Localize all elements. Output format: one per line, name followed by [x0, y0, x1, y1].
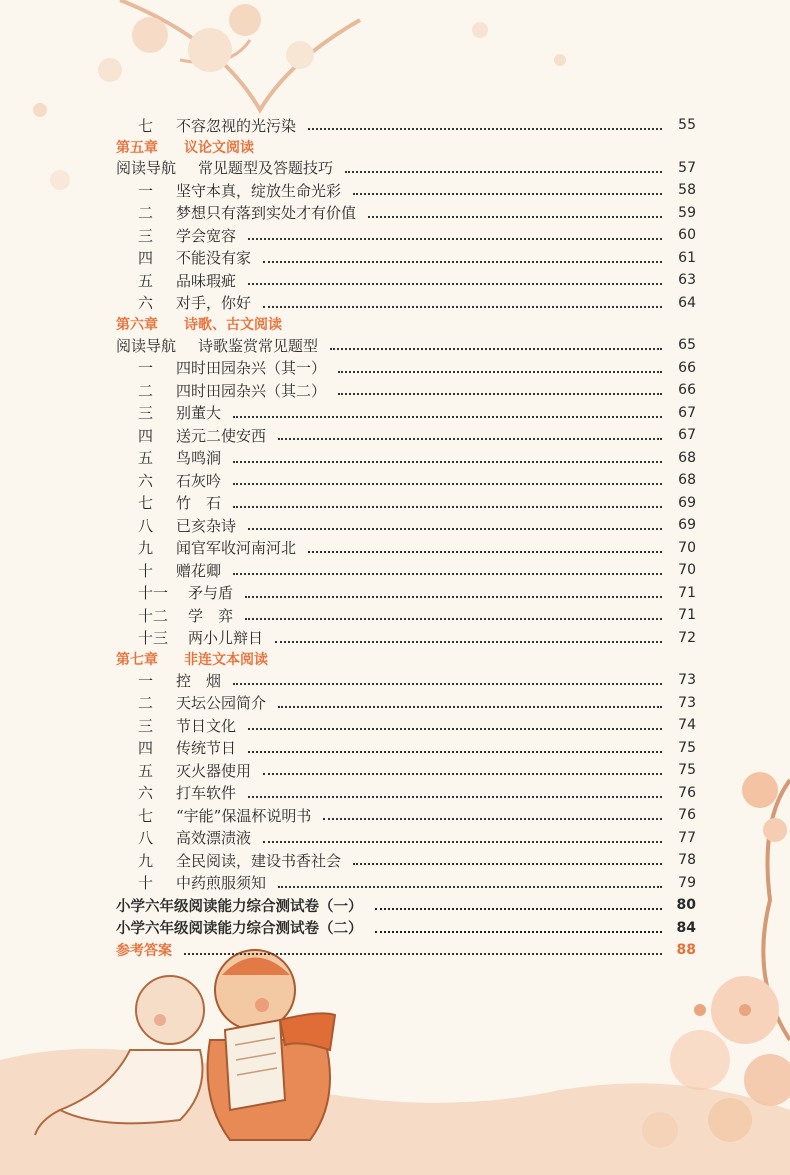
dot-leader: [263, 306, 662, 308]
toc-entry[interactable]: [116, 114, 696, 137]
toc-entry[interactable]: [116, 692, 696, 715]
entry-title: 打车软件: [176, 784, 237, 803]
dot-leader: [245, 596, 662, 598]
entry-number: 六: [138, 471, 154, 490]
toc-entry[interactable]: [116, 424, 696, 447]
toc-entry[interactable]: [116, 537, 696, 560]
dot-leader: [248, 796, 662, 798]
dot-leader: [263, 841, 662, 843]
toc-entry[interactable]: [116, 849, 696, 872]
answer-entry[interactable]: [116, 939, 696, 962]
page-number: 74: [678, 717, 696, 734]
dot-leader: [368, 216, 662, 218]
page-number: 70: [678, 539, 696, 556]
page-number: 79: [678, 874, 696, 891]
test-entry[interactable]: [116, 917, 696, 940]
page-number: 67: [678, 404, 696, 421]
entry-title: 高效漂渍液: [176, 829, 252, 848]
dot-leader: [275, 641, 662, 643]
toc-entry[interactable]: [116, 737, 696, 760]
entry-number: 三: [138, 226, 154, 245]
entry-title: 竹 石: [176, 494, 222, 513]
toc-entry[interactable]: [116, 292, 696, 315]
entry-number: 二: [138, 204, 154, 223]
toc-entry[interactable]: [116, 402, 696, 425]
entry-number: 七: [138, 806, 154, 825]
dot-leader: [278, 706, 662, 708]
chapter-heading: [116, 137, 696, 157]
dot-leader: [248, 528, 662, 530]
entry-number: 十: [138, 874, 154, 893]
page-number: 73: [678, 672, 696, 689]
dot-leader: [245, 618, 662, 620]
entry-title: 中药煎服须知: [176, 874, 267, 893]
entry-number: 四: [138, 426, 154, 445]
entry-title: 小学六年级阅读能力综合测试卷（二）: [116, 921, 363, 938]
page-number: 75: [678, 739, 696, 756]
entry-title: 四时田园杂兴（其一）: [176, 359, 327, 378]
dot-leader: [278, 438, 662, 440]
entry-number: 十: [138, 561, 154, 580]
entry-number: 八: [138, 829, 154, 848]
entry-title: 不容忽视的光污染: [176, 116, 297, 135]
entry-title: 梦想只有落到实处才有价值: [176, 204, 357, 223]
entry-title: 送元二使安西: [176, 426, 267, 445]
entry-title: 坚守本真，绽放生命光彩: [176, 181, 342, 200]
page-number: 76: [678, 807, 696, 824]
toc-entry[interactable]: [116, 804, 696, 827]
entry-title: 矛与盾: [188, 584, 234, 603]
entry-title: 鸟鸣涧: [176, 449, 222, 468]
entry-title: 诗歌鉴赏常见题型: [198, 336, 319, 355]
entry-title: 学会宽容: [176, 226, 237, 245]
dot-leader: [233, 683, 662, 685]
page-number: 70: [678, 562, 696, 579]
dot-leader: [375, 931, 663, 933]
page-number: 63: [678, 272, 696, 289]
entry-number: 一: [138, 359, 154, 378]
entry-title: “宇能”保温杯说明书: [176, 806, 312, 825]
page-number: 66: [678, 382, 696, 399]
page-number: 73: [678, 694, 696, 711]
dot-leader: [330, 348, 662, 350]
page-number: 69: [678, 517, 696, 534]
entry-number: 阅读导航: [116, 159, 177, 178]
dot-leader: [353, 863, 662, 865]
entry-title: 节日文化: [176, 716, 237, 735]
page-number: 78: [678, 852, 696, 869]
entry-number: 二: [138, 381, 154, 400]
dot-leader: [263, 773, 662, 775]
dot-leader: [233, 416, 662, 418]
chapter-heading: [116, 649, 696, 669]
page-number: 58: [678, 182, 696, 199]
table-of-contents: [116, 114, 696, 962]
entry-title: 四时田园杂兴（其二）: [176, 381, 327, 400]
toc-entry[interactable]: [116, 334, 696, 357]
entry-title: 品味瑕疵: [176, 271, 237, 290]
toc-entry[interactable]: [116, 582, 696, 605]
page-number: 80: [676, 897, 696, 914]
dot-leader: [323, 818, 662, 820]
dot-leader: [353, 193, 662, 195]
toc-entry[interactable]: [116, 469, 696, 492]
entry-title: 全民阅读，建设书香社会: [176, 851, 342, 870]
entry-number: 四: [138, 739, 154, 758]
entry-number: 七: [138, 116, 154, 135]
page-number: 55: [678, 117, 696, 134]
entry-number: 九: [138, 851, 154, 870]
page-number: 71: [678, 584, 696, 601]
entry-number: 五: [138, 761, 154, 780]
entry-number: 五: [138, 271, 154, 290]
dot-leader: [375, 908, 663, 910]
toc-entry[interactable]: [116, 627, 696, 650]
page-number: 57: [678, 159, 696, 176]
page-number: 88: [676, 942, 696, 959]
entry-title: 石灰吟: [176, 471, 222, 490]
toc-entry[interactable]: [116, 782, 696, 805]
entry-number: 六: [138, 784, 154, 803]
toc-entry[interactable]: [116, 514, 696, 537]
entry-number: 九: [138, 539, 154, 558]
chapter-number: 第五章: [116, 139, 158, 156]
entry-number: 五: [138, 449, 154, 468]
toc-entry[interactable]: [116, 379, 696, 402]
entry-title: 不能没有家: [176, 249, 252, 268]
entry-title: 天坛公园简介: [176, 694, 267, 713]
toc-entry[interactable]: [116, 357, 696, 380]
entry-number: 二: [138, 694, 154, 713]
toc-entry[interactable]: [116, 447, 696, 470]
entry-number: 阅读导航: [116, 336, 177, 355]
children-reading-icon: [35, 950, 335, 1140]
dot-leader: [308, 551, 662, 553]
page-number: 65: [678, 337, 696, 354]
test-entry[interactable]: [116, 894, 696, 917]
dot-leader: [338, 393, 662, 395]
chapter-title: 非连文本阅读: [184, 652, 268, 668]
page-number: 60: [678, 227, 696, 244]
entry-number: 三: [138, 716, 154, 735]
dot-leader: [233, 506, 662, 508]
toc-entry[interactable]: [116, 157, 696, 180]
entry-title: 灭火器使用: [176, 761, 252, 780]
toc-entry[interactable]: [116, 872, 696, 895]
entry-number: 一: [138, 181, 154, 200]
page-number: 71: [678, 607, 696, 624]
chapter-title: 议论文阅读: [184, 139, 254, 156]
dot-leader: [345, 171, 662, 173]
entry-number: 七: [138, 494, 154, 513]
chapter-number: 第七章: [116, 652, 158, 668]
dot-leader: [308, 128, 662, 130]
page-number: 67: [678, 427, 696, 444]
entry-number: 四: [138, 249, 154, 268]
toc-entry[interactable]: [116, 247, 696, 270]
entry-title: 参考答案: [116, 943, 172, 960]
dot-leader: [248, 728, 662, 730]
entry-number: 一: [138, 671, 154, 690]
page-number: 66: [678, 359, 696, 376]
page-number: 72: [678, 629, 696, 646]
dot-leader: [233, 573, 662, 575]
entry-title: 对手，你好: [176, 294, 252, 313]
dot-leader: [248, 283, 662, 285]
entry-title: 赠花卿: [176, 561, 222, 580]
entry-title: 控 烟: [176, 671, 222, 690]
toc-entry[interactable]: [116, 179, 696, 202]
toc-entry[interactable]: [116, 224, 696, 247]
entry-title: 常见题型及答题技巧: [198, 159, 334, 178]
entry-title: 传统节日: [176, 739, 237, 758]
entry-title: 两小儿辩日: [188, 629, 264, 648]
toc-entry[interactable]: [116, 827, 696, 850]
chapter-number: 第六章: [116, 317, 158, 333]
dot-leader: [248, 238, 662, 240]
page-number: 59: [678, 204, 696, 221]
entry-number: 十一: [138, 584, 169, 603]
entry-title: 学 弈: [188, 606, 234, 625]
page-number: 61: [678, 249, 696, 266]
entry-number: 十二: [138, 606, 169, 625]
page-number: 76: [678, 784, 696, 801]
chapter-heading: [116, 314, 696, 334]
toc-entry[interactable]: [116, 202, 696, 225]
page-number: 69: [678, 494, 696, 511]
dot-leader: [263, 261, 662, 263]
page-number: 68: [678, 472, 696, 489]
dot-leader: [233, 483, 662, 485]
dot-leader: [184, 953, 662, 955]
entry-number: 八: [138, 516, 154, 535]
entry-number: 十三: [138, 629, 169, 648]
entry-title: 小学六年级阅读能力综合测试卷（一）: [116, 898, 363, 915]
toc-entry[interactable]: [116, 559, 696, 582]
entry-title: 别董大: [176, 404, 222, 423]
entry-title: 闻官军收河南河北: [176, 539, 297, 558]
toc-entry[interactable]: [116, 669, 696, 692]
page-number: 77: [678, 829, 696, 846]
toc-entry[interactable]: [116, 269, 696, 292]
entry-number: 三: [138, 404, 154, 423]
toc-entry[interactable]: [116, 714, 696, 737]
toc-entry[interactable]: [116, 759, 696, 782]
toc-entry[interactable]: [116, 492, 696, 515]
dot-leader: [248, 751, 662, 753]
dot-leader: [338, 371, 662, 373]
page-number: 84: [676, 919, 696, 936]
dot-leader: [278, 886, 662, 888]
entry-title: 已亥杂诗: [176, 516, 237, 535]
page-number: 68: [678, 449, 696, 466]
toc-entry[interactable]: [116, 604, 696, 627]
chapter-title: 诗歌、古文阅读: [184, 317, 282, 333]
page-number: 64: [678, 294, 696, 311]
dot-leader: [233, 461, 662, 463]
entry-number: 六: [138, 294, 154, 313]
page-number: 75: [678, 762, 696, 779]
